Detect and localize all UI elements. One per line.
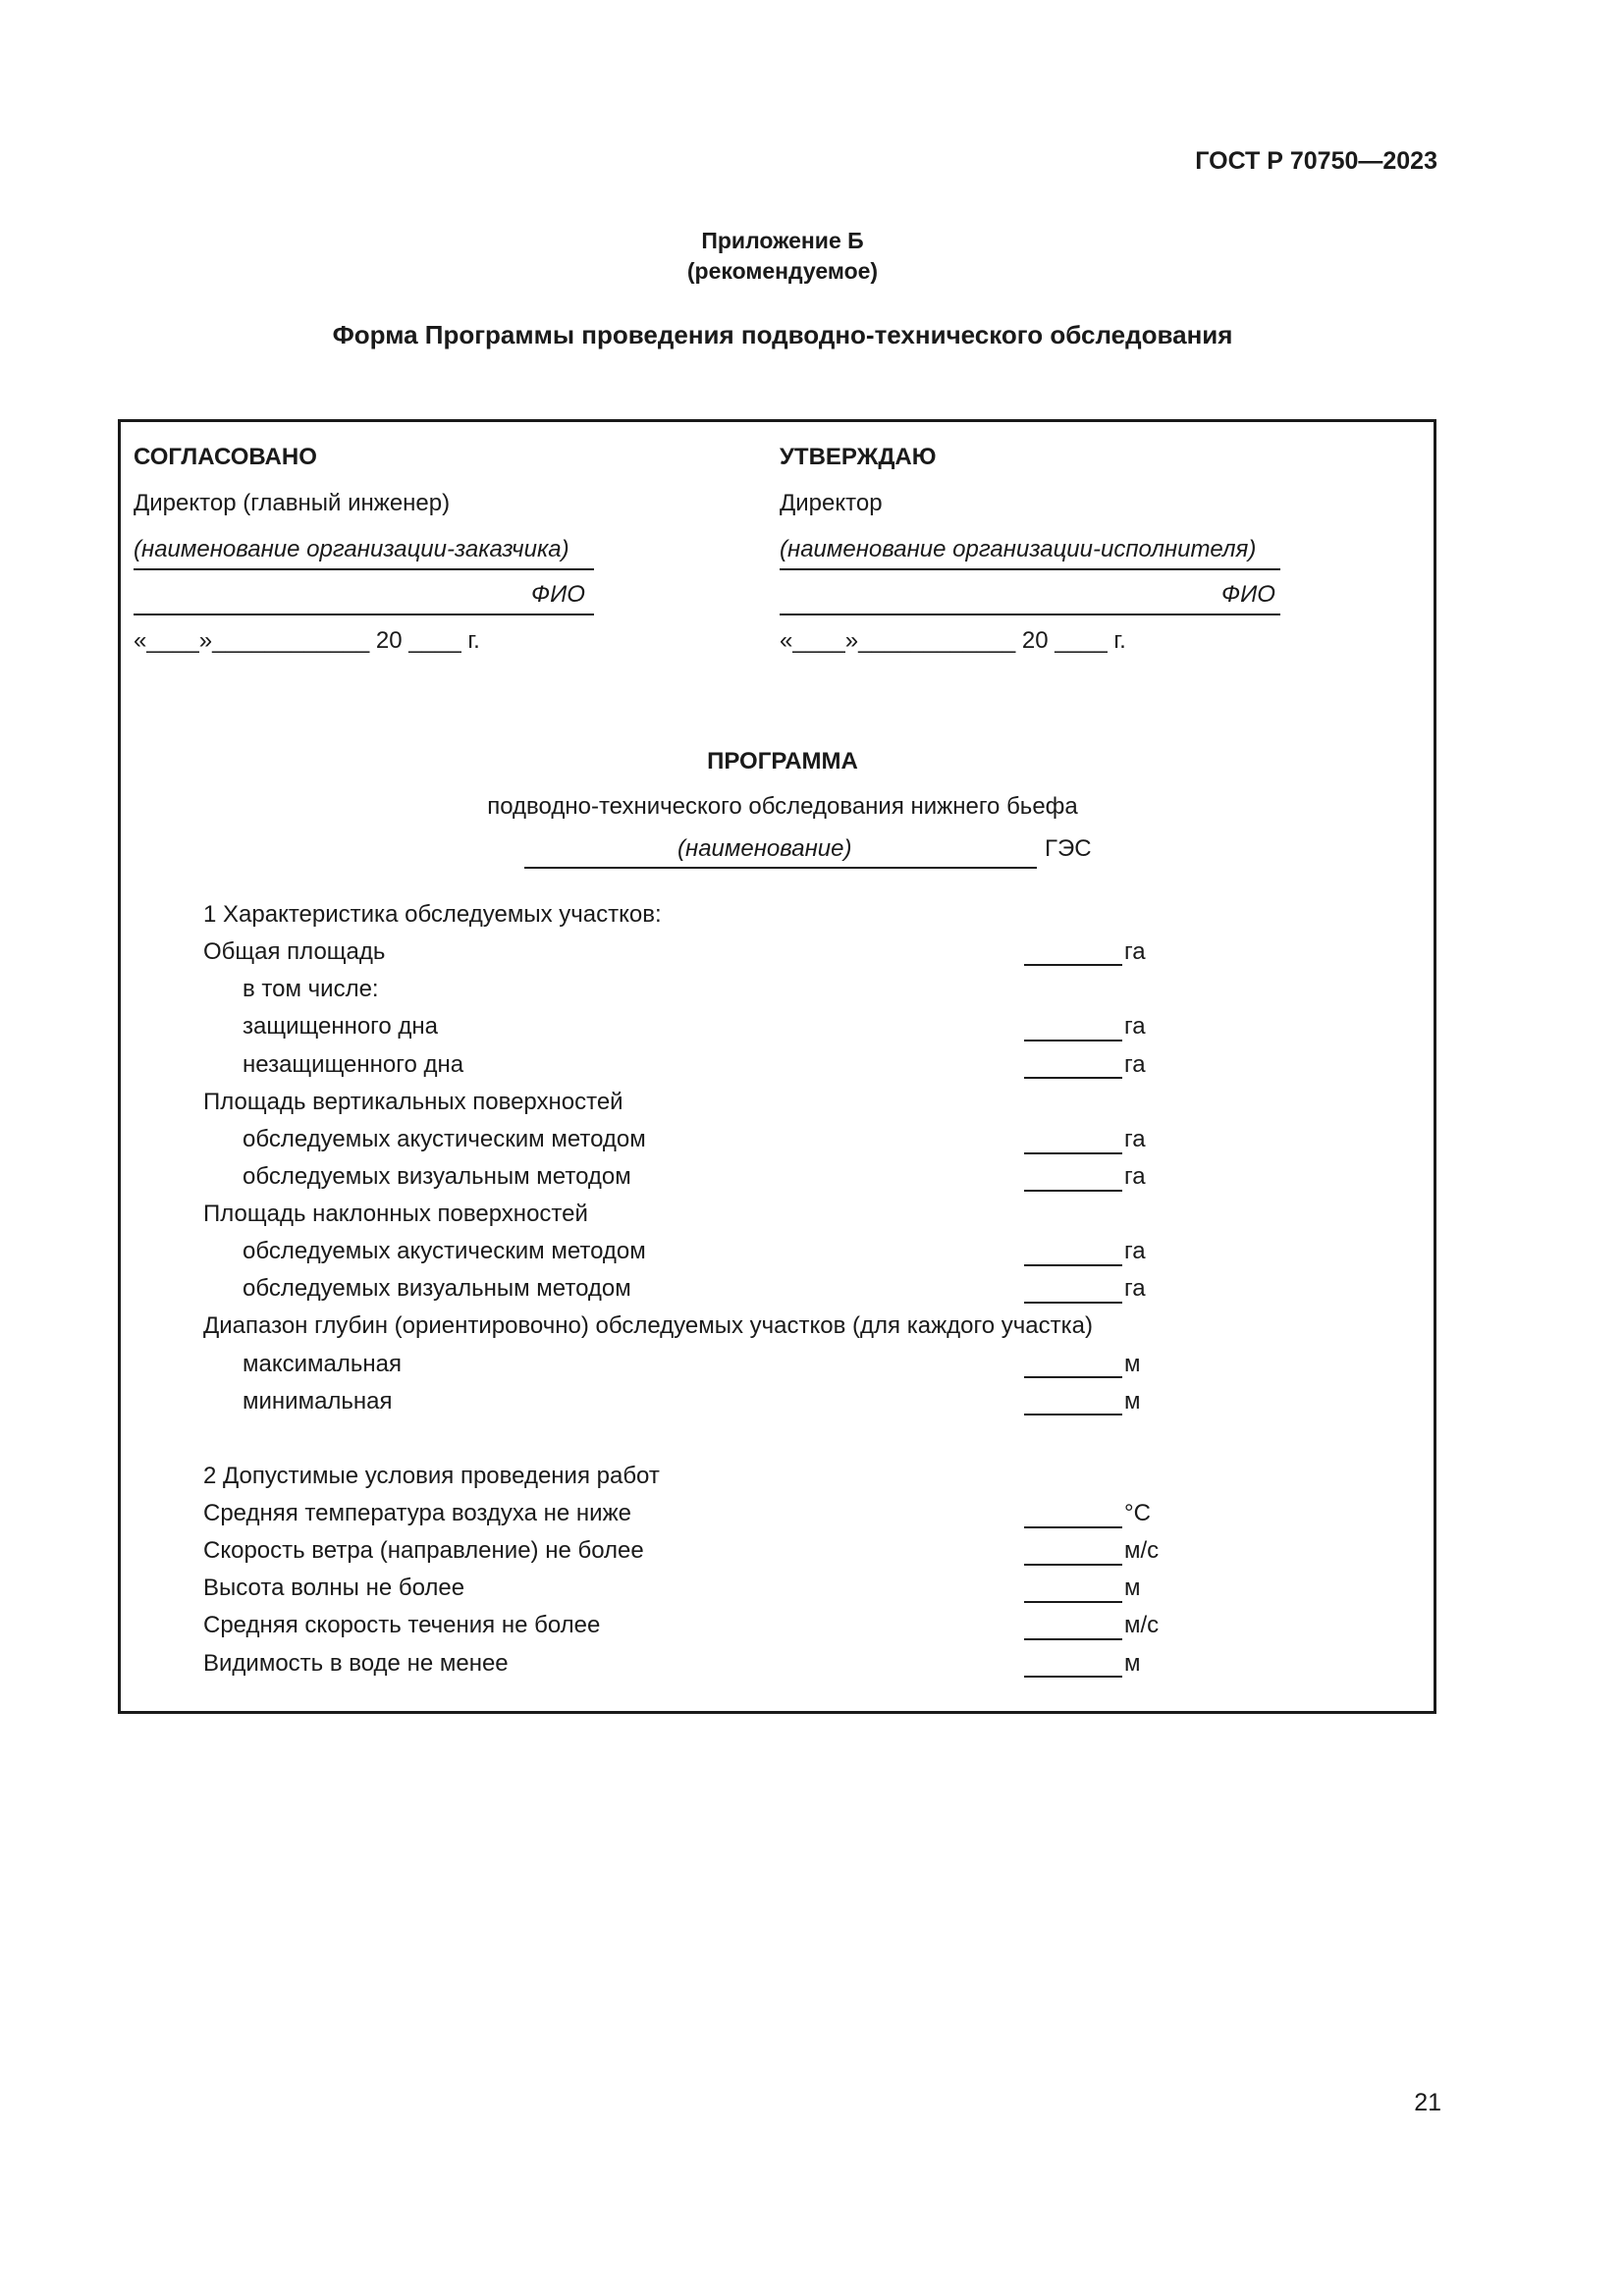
value-blank bbox=[1024, 1601, 1122, 1603]
row-label: минимальная bbox=[243, 1388, 393, 1415]
row-label: обследуемых акустическим методом bbox=[243, 1238, 646, 1264]
program-subtitle: подводно-технического обследования нижнего бьефа bbox=[487, 793, 1078, 820]
row-label: Скорость ветра (направление) не более bbox=[203, 1537, 644, 1564]
value-blank bbox=[1024, 1264, 1122, 1266]
unit-label: м/с bbox=[1124, 1537, 1160, 1564]
value-blank bbox=[1024, 1190, 1122, 1192]
value-blank bbox=[1024, 1040, 1122, 1041]
unit-label: га bbox=[1124, 1051, 1146, 1078]
row-label: Площадь вертикальных поверхностей bbox=[203, 1089, 623, 1115]
row-label: Площадь наклонных поверхностей bbox=[203, 1201, 588, 1227]
row-label: Общая площадь bbox=[203, 938, 386, 965]
unit-label: га bbox=[1124, 1238, 1146, 1264]
row-label: защищенного дна bbox=[243, 1013, 439, 1040]
approval-right-heading: УТВЕРЖДАЮ bbox=[780, 444, 937, 470]
row-label: незащищенного дна bbox=[243, 1051, 464, 1078]
approval-left-date: «____»____________ 20 ____ г. bbox=[134, 627, 480, 654]
unit-label: га bbox=[1124, 1275, 1146, 1302]
row-label: в том числе: bbox=[243, 976, 379, 1002]
standard-number: ГОСТ Р 70750—2023 bbox=[1195, 147, 1437, 175]
value-blank bbox=[1024, 1077, 1122, 1079]
row-label: обследуемых визуальным методом bbox=[243, 1275, 631, 1302]
row-label: максимальная bbox=[243, 1351, 402, 1377]
approval-right-org-hint: (наименование организации-исполнителя) bbox=[780, 536, 1257, 562]
section2-heading: 2 Допустимые условия проведения работ bbox=[203, 1463, 660, 1489]
approval-right-position: Директор bbox=[780, 490, 883, 516]
approval-left-name-line bbox=[134, 614, 594, 615]
appendix-type: (рекомендуемое) bbox=[686, 258, 879, 284]
unit-label: га bbox=[1124, 938, 1146, 965]
value-blank bbox=[1024, 1152, 1122, 1154]
value-blank bbox=[1024, 1676, 1122, 1678]
program-title: ПРОГРАММА bbox=[707, 748, 858, 774]
form-title: Форма Программы проведения подводно-технического обследования bbox=[332, 320, 1233, 349]
unit-label: °C bbox=[1124, 1500, 1151, 1526]
approval-left-name-hint: ФИО bbox=[531, 581, 585, 608]
program-name-line bbox=[524, 867, 1037, 869]
unit-label: м bbox=[1124, 1351, 1141, 1377]
row-label: Диапазон глубин (ориентировочно) обследуемых участков (для каждого участка) bbox=[203, 1312, 1093, 1339]
row-label: обследуемых акустическим методом bbox=[243, 1126, 646, 1152]
page-number: 21 bbox=[1414, 2089, 1441, 2116]
value-blank bbox=[1024, 964, 1122, 966]
approval-left-position: Директор (главный инженер) bbox=[134, 490, 451, 516]
row-label: Средняя скорость течения не более bbox=[203, 1612, 601, 1638]
unit-label: м bbox=[1124, 1575, 1141, 1601]
approval-right-name-line bbox=[780, 614, 1280, 615]
unit-label: м bbox=[1124, 1388, 1141, 1415]
unit-label: га bbox=[1124, 1163, 1146, 1190]
value-blank bbox=[1024, 1526, 1122, 1528]
approval-left-org-hint: (наименование организации-заказчика) bbox=[134, 536, 569, 562]
row-label: Видимость в воде не менее bbox=[203, 1650, 509, 1677]
value-blank bbox=[1024, 1564, 1122, 1566]
row-label: Высота волны не более bbox=[203, 1575, 465, 1601]
row-label: обследуемых визуальным методом bbox=[243, 1163, 631, 1190]
approval-left-org-line bbox=[134, 568, 594, 570]
approval-left-heading: СОГЛАСОВАНО bbox=[134, 444, 317, 470]
value-blank bbox=[1024, 1376, 1122, 1378]
unit-label: га bbox=[1124, 1013, 1146, 1040]
appendix-title: Приложение Б bbox=[701, 228, 864, 253]
row-label: Средняя температура воздуха не ниже bbox=[203, 1500, 631, 1526]
approval-right-date: «____»____________ 20 ____ г. bbox=[780, 627, 1126, 654]
value-blank bbox=[1024, 1638, 1122, 1640]
section1-heading: 1 Характеристика обследуемых участков: bbox=[203, 901, 662, 928]
value-blank bbox=[1024, 1302, 1122, 1304]
unit-label: м bbox=[1124, 1650, 1141, 1677]
value-blank bbox=[1024, 1414, 1122, 1415]
unit-label: га bbox=[1124, 1126, 1146, 1152]
unit-label: м/с bbox=[1124, 1612, 1160, 1638]
approval-right-name-hint: ФИО bbox=[1221, 581, 1275, 608]
approval-right-org-line bbox=[780, 568, 1280, 570]
program-suffix: ГЭС bbox=[1045, 835, 1092, 862]
program-name-hint: (наименование) bbox=[677, 835, 852, 862]
